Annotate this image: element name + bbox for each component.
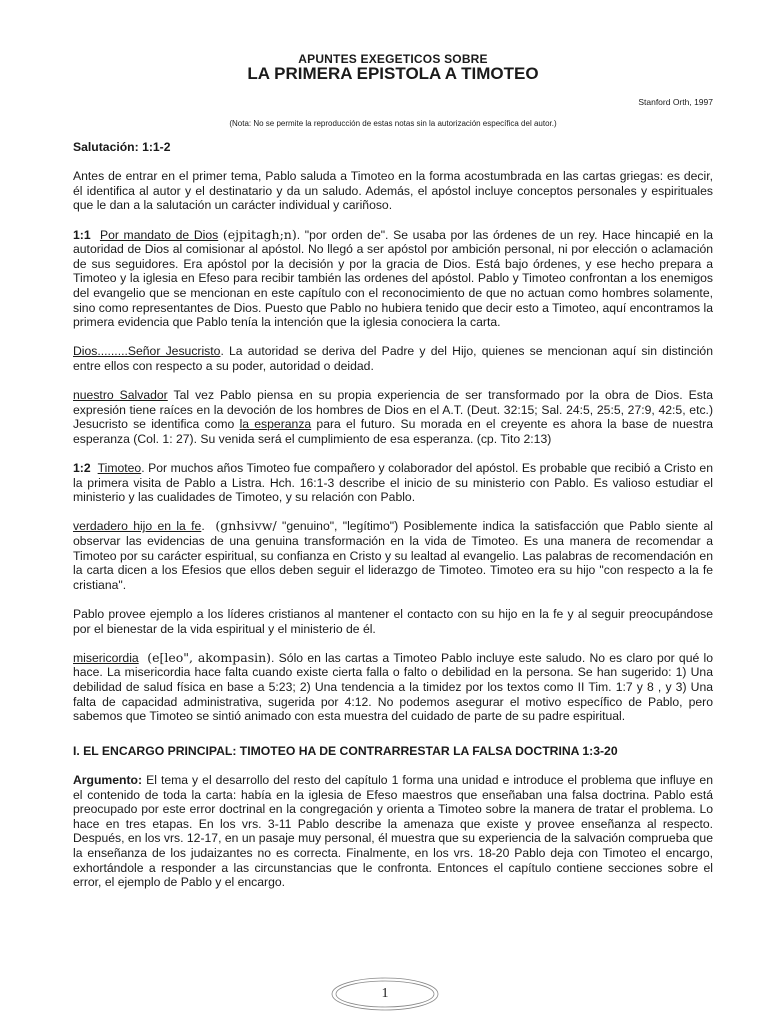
- paragraph-v2: 1:2 Timoteo. Por muchos años Timoteo fue compañero y colaborador del apóstol. Es probable que recibió a Cristo en la primera visita de Pablo a Listra. Hch. 16:1-3 describe el inicio de su ministerio con Pablo. Es valioso estudiar el ministerio y las cualidades de Timoteo, y su relación con Pablo.: [73, 461, 713, 505]
- paragraph-salvador: nuestro Salvador Tal vez Pablo piensa en su propia experiencia de ser transformado por la obra de Dios. Esta expresión tiene raíces en la devoción de los hombres de Dios en el A.T. (Deut. 32:15; Sal. 24:5, 25:5, 27:9, 42:5, etc.) Jesucristo se identifica como la esperanza para el futuro. Su morada en el creyente es ahora la base de nuestra esperanza (Col. 1: 27). Su venida será el cumplimiento de esa esperanza. (cp. Tito 2:13): [73, 388, 714, 446]
- page-number-badge: [330, 976, 440, 1012]
- paragraph-v1: 1:1 Por mandato de Dios (ejpitagh;n). "por orden de". Se usaba por las órdenes de un rey. Hace hincapié en la autoridad de Dios al comisionar al apóstol. No llegó a ser apóstol por ambición personal, ni por elección o aclamación de sus seguidores. Era apóstol por la decisión y por la gracia de Dios. Está bajo órdenes, y ese hecho prepara a Timoteo y la iglesia en Efeso para recibir también las ordenes del apóstol. Pablo y Timoteo confrontan a los enemigos del evangelio que se mencionan en este capítulo con el reconocimiento de que no actuan como hombres solamente, sino como representantes de Dios. Puesto que Pablo no hubiera tenido que decir esto a Timoteo, aquí encontramos la primera evidencia que Pablo tenía la intención que la iglesia conociera la carta.: [73, 226, 714, 330]
- term-misericordia: misericordia: [73, 650, 139, 665]
- copyright-note: (Nota: No se permite la reproducción de estas notas sin la autorización específica del autor.): [229, 119, 557, 128]
- term-hijo: verdadero hijo en la fe: [73, 519, 202, 534]
- salutacion-heading: Salutación: 1:1-2: [73, 140, 171, 154]
- term-esperanza: la esperanza: [239, 417, 312, 432]
- term-por-mandato: Por mandato de Dios: [99, 227, 219, 242]
- paragraph-argumento: Argumento: El tema y el desarrollo del resto del capítulo 1 forma una unidad e introduce el problema que influye en el contenido de toda la carta: había en la iglesia de Efeso maestros que enseñaban una falsa doctrina. Pablo está preocupado por este error doctrinal en la congregación y orienta a Timoteo sobre la manera de tratar el problema. Lo hace en tres etapas. En los vrs. 3-11 Pablo describe la amenaza que existe y provee enseñanza al respecto. Después, en los vrs. 12-17, en un pasaje muy personal, él muestra que su experiencia de la salvación comprueba que la enseñanza de los judaizantes no es correcta. Finalmente, en los vrs. 18-20 Pablo deja con Timoteo el encargo, exhortándole a responder a las circunstancias que le confronta. Entonces el capítulo contiene secciones sobre el error, el ejemplo de Pablo y el encargo.: [73, 772, 713, 890]
- document-body: [73, 140, 713, 904]
- document-subtitle: APUNTES EXEGETICOS SOBRE: [298, 52, 488, 66]
- term-dios: Dios.........Señor Jesucristo: [73, 344, 221, 359]
- verse-ref: 1:2: [73, 461, 91, 476]
- paragraph-dios: Dios.........Señor Jesucristo. La autoridad se deriva del Padre y del Hijo, quienes se mencionan aquí sin distinción entre ellos con respecto a su poder, autoridad o deidad.: [73, 344, 713, 373]
- greek-term: (ejpitagh;n): [222, 226, 297, 242]
- paragraph-ejemplo: Pablo provee ejemplo a los líderes cristianos al mantener el contacto con su hijo en la fe y al seguir preocupándose por el bienestar de la vida espiritual y el ministerio de él.: [73, 607, 713, 636]
- author-line: Stanford Orth, 1997: [638, 97, 713, 107]
- page-number: 1: [381, 986, 389, 1001]
- greek-term: (gnhsivw/: [215, 518, 277, 534]
- argumento-label: Argumento:: [73, 772, 143, 787]
- greek-term: (e[leo", akompasin): [147, 649, 272, 665]
- term-timoteo: Timoteo: [97, 461, 142, 476]
- salutacion-intro: Antes de entrar en el primer tema, Pablo saluda a Timoteo en la forma acostumbrada en las cartas griegas: es decir, él identifica al autor y el destinatario y da un saludo. Además, el apóstol incluye conceptos personales y espirituales que le dan a la salutación un carácter individual y cariñoso.: [73, 169, 713, 213]
- paragraph-hijo: verdadero hijo en la fe. (gnhsivw/ "genuino", "legítimo") Posiblemente indica la satisfacción que Pablo siente al observar las evidencias de una genuina transformación en la vida de Timoteo. Es una manera de recomendar a Timoteo por su carácter espiritual, su confianza en Cristo y su lealtad al evangelio. Las palabras de recomendación en la carta dicen a los Efesios que ellos deben seguir el liderazgo de Timoteo. Timoteo era su hijo "con respecto a la fe cristiana".: [73, 518, 713, 592]
- paragraph-misericordia: misericordia (e[leo", akompasin). Sólo en las cartas a Timoteo Pablo incluye este saludo. No es claro por qué lo hace. La misericordia hace falta cuando existe cierta falla o falto o debilidad en la persona. Se han sugerido: 1) Una debilidad de salud física en base a 5:23; 2) Una tendencia a la timidez por los textos como II Tim. 1:7 y 8 , y 3) Una falta de capacidad administrativa, sugerida por 4:12. No podemos asegurar el motivo específico de Pablo, pero sabemos que Timoteo se sintió animado con esta muestra del cuidado de parte de su padre espiritual.: [73, 649, 713, 724]
- section-title: I. EL ENCARGO PRINCIPAL: TIMOTEO HA DE CONTRARRESTAR LA FALSA DOCTRINA 1:3-20: [73, 743, 618, 758]
- term-salvador: nuestro Salvador: [73, 388, 168, 403]
- document-title: LA PRIMERA EPISTOLA A TIMOTEO: [247, 64, 539, 83]
- verse-ref: 1:1: [73, 227, 91, 242]
